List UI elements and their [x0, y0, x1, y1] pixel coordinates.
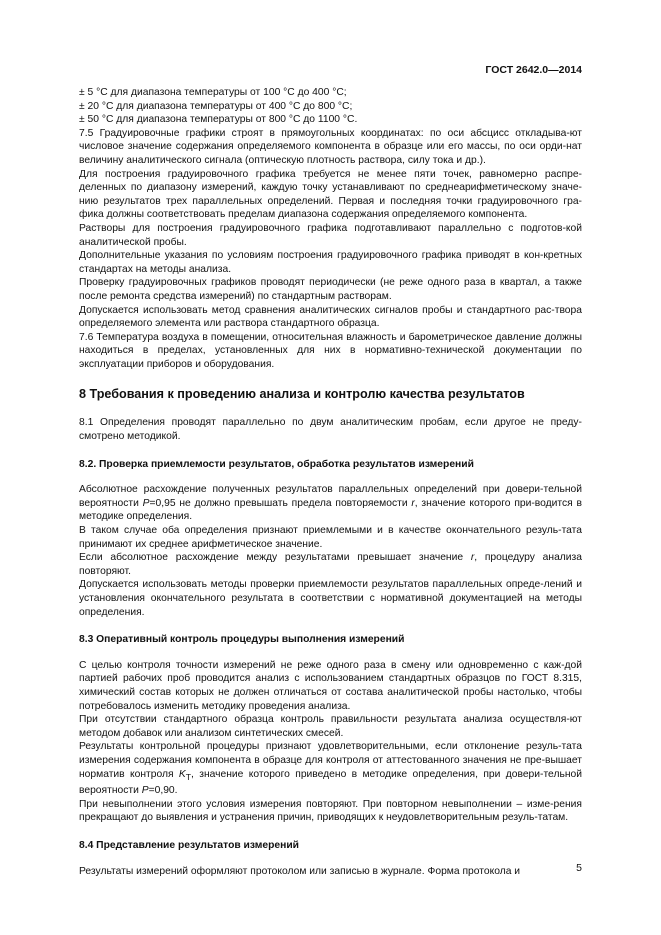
paragraph — [79, 551, 582, 578]
paragraph: ± 20 °С для диапазона температуры от 400 °С до 800 °С; — [79, 100, 353, 112]
paragraph: С целью контроля точности измерений не реже одного раза в смену или одновременно с каж-дой партией рабочих проб проводится анализ с использованием стандартных образцов по ГОСТ 8.315, химический состав которых не должен отличаться от состава аналитической пробы настолько, чтобы потребовалось изменить методику проведения анализа. — [79, 659, 582, 712]
text-run: Если абсолютное расхождение между результатами превышает значение — [79, 552, 471, 564]
paragraph — [79, 483, 582, 524]
subsection-heading: 8.3 Оперативный контроль процедуры выполнения измерений — [79, 634, 405, 646]
paragraph: Допускается использовать метод сравнения аналитических сигналов пробы и стандартного рас-твора определяемого элемента или раствора стандартного образца. — [79, 304, 582, 330]
subscript-T: Т — [185, 771, 192, 782]
paragraph: Результаты измерений оформляют протоколом или записью в журнале. Форма протокола и — [79, 865, 521, 877]
paragraph: Для построения градуировочного графика требуется не менее пяти точек, равномерно распре-деленных по диапазону измерений, каждую точку устанавливают по среднеарифметическому значе-нию результатов трех параллельных определений. Первая и последняя точки градуировочного гра-фика должны соответствовать пределам диапазона содержания определяемого компонента. — [79, 168, 582, 221]
text-run: Результаты контрольной процедуры признают удовлетворительными, если отклонение резуль-тата измерения содержания компонента в образце для контроля от аттестованного значения не пре-вышает норматив контроля — [79, 741, 582, 780]
text-run: =0,95 не должно превышать предела повторяемости — [149, 497, 412, 509]
paragraph: Проверку градуировочных графиков проводят периодически (не реже одного раза в квартал, а также после ремонта средства измерений) по стандартным растворам. — [79, 277, 582, 302]
paragraph: ± 5 °С для диапазона температуры от 100 °С до 400 °С; — [79, 87, 347, 98]
paragraph: Допускается использовать методы проверки приемлемости результатов параллельных опреде-лений и установления окончательного результата в соответствии с нормативной документацией на методы определения. — [79, 579, 582, 618]
subsection-heading: 8.2. Проверка приемлемости результатов, обработка результатов измерений — [79, 458, 474, 470]
symbol-r: r — [411, 497, 415, 509]
symbol-r: r — [470, 552, 475, 564]
text-run: =0,90. — [148, 785, 178, 797]
paragraph: 7.5 Градуировочные графики строят в прямоугольных координатах: по оси абсцисс откладыва-ют числовое значение содержания определяемого компонента в образце или его массы, по оси орди-нат величину аналитического сигнала (оптическую плотность раствора, силу тока и др.). — [79, 127, 582, 166]
paragraph: ± 50 °С для диапазона температуры от 800 °С до 1100 °С. — [79, 114, 358, 126]
text-run: , значение которого при-водится в методике определения. — [79, 497, 582, 523]
paragraph: При отсутствии стандартного образца контроль правильности результата анализа осуществля-ют методом добавок или анализом синтетических смесей. — [79, 714, 582, 739]
paragraph: Растворы для построения градуировочного графика подготавливают параллельно с подготов-кой аналитической пробы. — [79, 222, 582, 248]
text-run: , значение которого приведено в методике определения, при довери-тельной вероятности — [79, 768, 582, 797]
text-run: , процедуру анализа повторяют. — [79, 552, 582, 577]
section-heading: 8 Требования к проведению анализа и контролю качества результатов — [79, 387, 525, 402]
paragraph: 8.1 Определения проводят параллельно по двум аналитическим пробам, если другое не преду-смотрено методикой. — [79, 417, 582, 443]
text-run: Абсолютное расхождение полученных результатов параллельных определений при довери-тельной вероятности — [79, 484, 582, 509]
symbol-K: K — [178, 768, 186, 780]
symbol-P: P — [141, 785, 149, 797]
paragraph — [79, 740, 582, 797]
page-number: 5 — [576, 862, 582, 874]
paragraph: При невыполнении этого условия измерения повторяют. При повторном невыполнении – изме-рения прекращают до выявления и устранения причин, приводящих к неудовлетворительным резуль-татам. — [79, 798, 582, 824]
paragraph: В таком случае оба определения признают приемлемыми и в качестве окончательного резуль-тата принимают их среднее арифметическое значение. — [79, 525, 582, 550]
document-body — [79, 86, 582, 878]
document-id: ГОСТ 2642.0—2014 — [485, 64, 582, 76]
subsection-heading: 8.4 Представление результатов измерений — [79, 839, 299, 851]
paragraph: Дополнительные указания по условиям построения градуировочного графика приводят в кон-кретных стандартах на методы анализа. — [79, 250, 582, 275]
symbol-P: P — [142, 497, 150, 509]
paragraph: 7.6 Температура воздуха в помещении, относительная влажность и барометрическое давление должны находиться в пределах, установленных для них в нормативно-технической документации по эксплуатации приборов и оборудования. — [79, 331, 582, 370]
